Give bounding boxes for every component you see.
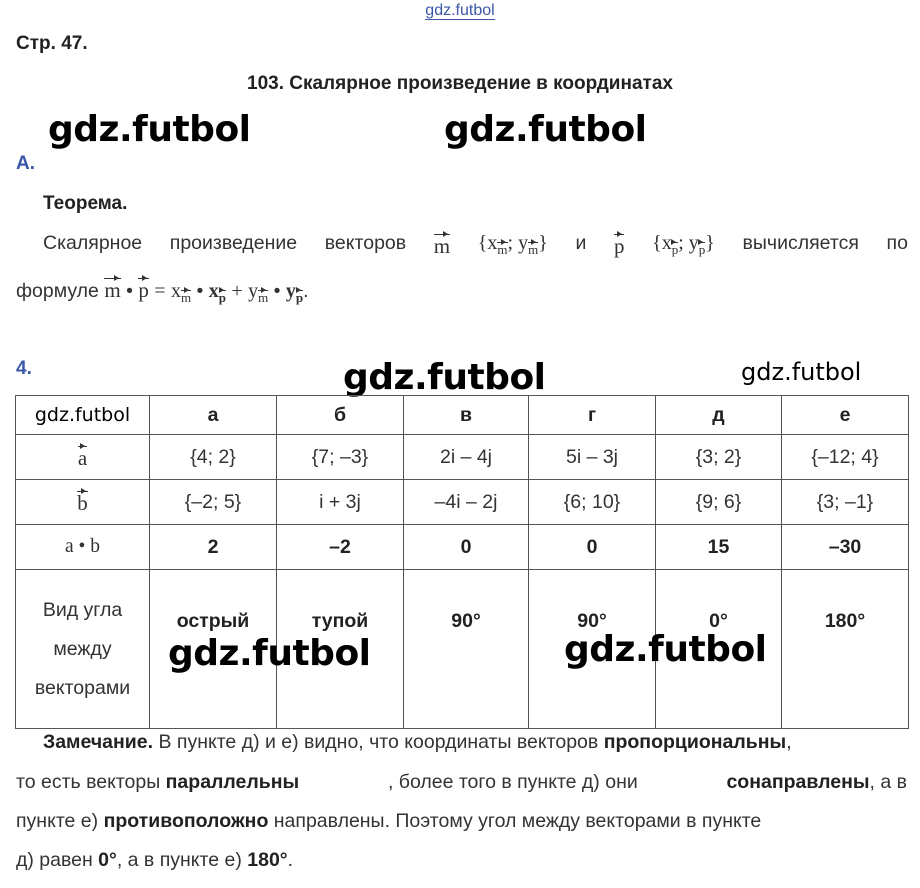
vector-m: m xyxy=(433,234,451,258)
table-cell: 0 xyxy=(404,525,529,570)
watermark-5: gdz.futbol xyxy=(168,633,371,674)
table-cell: {3; –1} xyxy=(782,480,909,525)
table-cell: {–12; 4} xyxy=(782,435,909,480)
row-label-vector-a: a xyxy=(16,435,150,480)
table-cell: 0° xyxy=(656,570,782,729)
table-cell: –4i – 2j xyxy=(404,480,529,525)
row-label-vector-b: b xyxy=(16,480,150,525)
table-cell: острый xyxy=(150,570,277,729)
table-row-angle xyxy=(16,570,909,729)
column-header: а xyxy=(150,396,277,435)
word: произведение xyxy=(169,232,298,254)
table-cell: 15 xyxy=(656,525,782,570)
table-row-b xyxy=(16,480,909,525)
watermark-6: gdz.futbol xyxy=(564,629,767,670)
word-and: и xyxy=(575,232,587,254)
table-cell: 5i – 3j xyxy=(529,435,656,480)
vector-p: p xyxy=(138,278,149,302)
table-header-row xyxy=(16,396,909,435)
watermark-3: gdz.futbol xyxy=(343,357,546,398)
word: по xyxy=(886,232,908,254)
table-cell: {6; 10} xyxy=(529,480,656,525)
note-line-3: пункте е) противоположно направлены. Поэтому угол между векторами в пункте xyxy=(16,810,762,832)
table-row-dot-product xyxy=(16,525,909,570)
watermark-top: gdz.futbol xyxy=(425,2,495,19)
table-cell: 2i – 4j xyxy=(404,435,529,480)
row-label-angle: Вид угла между векторами xyxy=(16,570,150,729)
theorem-title: Теорема. xyxy=(43,193,128,214)
table-corner: gdz.futbol xyxy=(16,396,150,435)
table-cell: тупой xyxy=(277,570,404,729)
theorem-line-1 xyxy=(43,232,908,259)
table-cell: 2 xyxy=(150,525,277,570)
column-header: д xyxy=(656,396,782,435)
column-header: е xyxy=(782,396,909,435)
watermark-1: gdz.futbol xyxy=(48,109,251,150)
vector-p: p xyxy=(613,234,625,258)
watermark-2: gdz.futbol xyxy=(444,109,647,150)
coords-p: {$x_p$; $y_p$} xyxy=(652,232,715,257)
note-line-4: д) равен 0°, а в пункте е) 180°. xyxy=(16,849,294,871)
answer-table xyxy=(15,395,909,729)
section-title: 103. Скалярное произведение в координатах xyxy=(247,73,673,94)
theorem-formula: формуле m • $p = x_m$ • $x_p + y_m$ • $y_p$. xyxy=(16,278,309,305)
table-cell: {7; –3} xyxy=(277,435,404,480)
table-cell: {3; 2} xyxy=(656,435,782,480)
watermark-4: gdz.futbol xyxy=(741,358,862,386)
part-label: А. xyxy=(16,153,35,174)
table-cell: {–2; 5} xyxy=(150,480,277,525)
page-number: Стр. 47. xyxy=(16,33,88,54)
column-header: г xyxy=(529,396,656,435)
vector-m: m xyxy=(104,278,121,302)
table-cell: {4; 2} xyxy=(150,435,277,480)
table-cell: 0 xyxy=(529,525,656,570)
table-cell: 180° xyxy=(782,570,909,729)
word: векторов xyxy=(324,232,407,254)
table-cell: {9; 6} xyxy=(656,480,782,525)
word: Скалярное xyxy=(43,232,143,254)
row-label-dot-product: a • b xyxy=(16,525,150,570)
task-label: 4. xyxy=(16,358,32,379)
table-cell: i + 3j xyxy=(277,480,404,525)
column-header: в xyxy=(404,396,529,435)
table-cell: 90° xyxy=(529,570,656,729)
table-cell: –30 xyxy=(782,525,909,570)
coords-m: {$x_m$; $y_m$} xyxy=(477,232,548,257)
note-line-1: Замечание. В пункте д) и е) видно, что координаты векторов пропорциональны, xyxy=(43,731,792,753)
word: вычисляется xyxy=(742,232,859,254)
column-header: б xyxy=(277,396,404,435)
note-line-2: то есть векторы параллельны , более того в пункте д) они сонаправлены, а в xyxy=(16,771,907,793)
table-cell: 90° xyxy=(404,570,529,729)
table-cell: –2 xyxy=(277,525,404,570)
table-row-a xyxy=(16,435,909,480)
